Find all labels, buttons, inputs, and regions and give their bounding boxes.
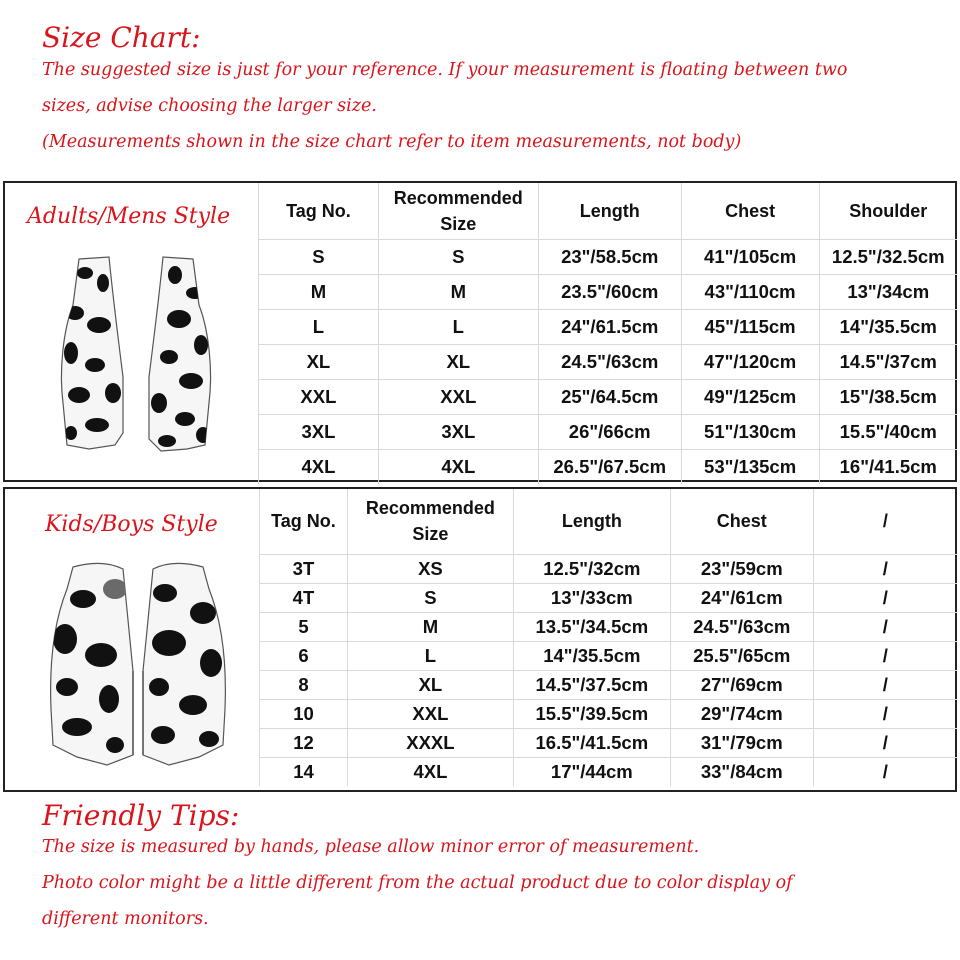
- length-cell: 13"/33cm: [513, 583, 670, 612]
- empty-cell: /: [813, 757, 957, 786]
- tag-cell: L: [259, 309, 379, 344]
- table-row: [260, 641, 958, 670]
- chest-cell: 24.5"/63cm: [670, 612, 813, 641]
- table-row: [260, 554, 958, 583]
- size-cell: S: [347, 583, 513, 612]
- empty-cell: /: [813, 612, 957, 641]
- length-cell: 23.5"/60cm: [538, 274, 681, 309]
- size-cell: XL: [378, 344, 538, 379]
- table-row: [260, 583, 958, 612]
- table-row: [259, 379, 958, 414]
- header-text: Size: [412, 524, 449, 545]
- length-cell: 23"/58.5cm: [538, 239, 681, 274]
- length-cell: 15.5"/39.5cm: [513, 699, 670, 728]
- size-cell: 3XL: [378, 414, 538, 449]
- empty-cell: /: [813, 670, 957, 699]
- col-header-tag-no: Tag No.: [260, 489, 348, 554]
- shoulder-cell: 16"/41.5cm: [819, 449, 957, 484]
- length-cell: 14"/35.5cm: [513, 641, 670, 670]
- tag-cell: 4T: [260, 583, 348, 612]
- length-cell: 16.5"/41.5cm: [513, 728, 670, 757]
- tag-cell: M: [259, 274, 379, 309]
- tips-line-3: different monitors.: [42, 909, 209, 929]
- chest-cell: 29"/74cm: [670, 699, 813, 728]
- length-cell: 26"/66cm: [538, 414, 681, 449]
- tag-cell: 6: [260, 641, 348, 670]
- tag-cell: XXL: [259, 379, 379, 414]
- table-row: [259, 239, 958, 274]
- chest-cell: 31"/79cm: [670, 728, 813, 757]
- chest-cell: 47"/120cm: [681, 344, 819, 379]
- table-row: [260, 670, 958, 699]
- length-cell: 13.5"/34.5cm: [513, 612, 670, 641]
- shoulder-cell: 12.5"/32.5cm: [819, 239, 957, 274]
- table-row: [260, 757, 958, 786]
- chest-cell: 33"/84cm: [670, 757, 813, 786]
- friendly-tips-title: Friendly Tips:: [42, 799, 240, 832]
- tips-line-2: Photo color might be a little different from the actual product due to color display of: [42, 873, 793, 893]
- table-header-row: [260, 489, 958, 554]
- table-row: [259, 309, 958, 344]
- tag-cell: 8: [260, 670, 348, 699]
- col-header-tag-no: Tag No.: [259, 183, 379, 239]
- table-row: [260, 728, 958, 757]
- table-row: [259, 414, 958, 449]
- chest-cell: 24"/61cm: [670, 583, 813, 612]
- size-cell: XXL: [378, 379, 538, 414]
- chest-cell: 51"/130cm: [681, 414, 819, 449]
- empty-cell: /: [813, 728, 957, 757]
- size-cell: XL: [347, 670, 513, 699]
- tag-cell: 3XL: [259, 414, 379, 449]
- table-row: [260, 612, 958, 641]
- cow-print-vest-kids-icon: [43, 559, 233, 779]
- length-cell: 12.5"/32cm: [513, 554, 670, 583]
- header-text: Recommended: [365, 498, 495, 519]
- chest-cell: 41"/105cm: [681, 239, 819, 274]
- chest-cell: 53"/135cm: [681, 449, 819, 484]
- shoulder-cell: 13"/34cm: [819, 274, 957, 309]
- size-cell: XXXL: [347, 728, 513, 757]
- tag-cell: 5: [260, 612, 348, 641]
- size-chart-title: Size Chart:: [42, 21, 201, 54]
- header-text: Recommended: [393, 187, 523, 208]
- chest-cell: 43"/110cm: [681, 274, 819, 309]
- col-header-chest: Chest: [681, 183, 819, 239]
- empty-cell: /: [813, 699, 957, 728]
- size-cell: XS: [347, 554, 513, 583]
- col-header-length: Length: [513, 489, 670, 554]
- kids-size-table: [259, 489, 957, 786]
- shoulder-cell: 15"/38.5cm: [819, 379, 957, 414]
- kids-size-section: [3, 487, 957, 792]
- chest-cell: 49"/125cm: [681, 379, 819, 414]
- shoulder-cell: 14.5"/37cm: [819, 344, 957, 379]
- reference-note-line-3: (Measurements shown in the size chart refer to item measurements, not body): [42, 132, 742, 152]
- col-header-recommended-size: [378, 183, 538, 239]
- col-header-length: Length: [538, 183, 681, 239]
- size-cell: M: [347, 612, 513, 641]
- empty-cell: /: [813, 554, 957, 583]
- size-cell: 4XL: [347, 757, 513, 786]
- tag-cell: S: [259, 239, 379, 274]
- col-header-shoulder: Shoulder: [819, 183, 957, 239]
- chest-cell: 23"/59cm: [670, 554, 813, 583]
- col-header-chest: Chest: [670, 489, 813, 554]
- adult-style-label: Adults/Mens Style: [27, 204, 231, 229]
- tips-line-1: The size is measured by hands, please allow minor error of measurement.: [42, 837, 700, 857]
- table-row: [259, 344, 958, 379]
- tag-cell: 10: [260, 699, 348, 728]
- reference-note-line-1: The suggested size is just for your reference. If your measurement is floating between two: [42, 60, 848, 80]
- table-row: [260, 699, 958, 728]
- chest-cell: 27"/69cm: [670, 670, 813, 699]
- adult-size-section: [3, 181, 957, 482]
- size-cell: XXL: [347, 699, 513, 728]
- empty-cell: /: [813, 641, 957, 670]
- tag-cell: 3T: [260, 554, 348, 583]
- length-cell: 24.5"/63cm: [538, 344, 681, 379]
- size-cell: S: [378, 239, 538, 274]
- tag-cell: 4XL: [259, 449, 379, 484]
- size-cell: L: [378, 309, 538, 344]
- chest-cell: 45"/115cm: [681, 309, 819, 344]
- table-row: [259, 449, 958, 484]
- col-header-empty: /: [813, 489, 957, 554]
- kids-style-label: Kids/Boys Style: [45, 512, 218, 537]
- shoulder-cell: 15.5"/40cm: [819, 414, 957, 449]
- tag-cell: 14: [260, 757, 348, 786]
- size-cell: L: [347, 641, 513, 670]
- size-cell: 4XL: [378, 449, 538, 484]
- shoulder-cell: 14"/35.5cm: [819, 309, 957, 344]
- tag-cell: XL: [259, 344, 379, 379]
- table-row: [259, 274, 958, 309]
- length-cell: 26.5"/67.5cm: [538, 449, 681, 484]
- length-cell: 25"/64.5cm: [538, 379, 681, 414]
- length-cell: 17"/44cm: [513, 757, 670, 786]
- table-header-row: [259, 183, 958, 239]
- length-cell: 14.5"/37.5cm: [513, 670, 670, 699]
- cow-print-vest-adult-icon: [57, 253, 215, 463]
- empty-cell: /: [813, 583, 957, 612]
- col-header-recommended-size: [347, 489, 513, 554]
- reference-note-line-2: sizes, advise choosing the larger size.: [42, 96, 377, 116]
- chest-cell: 25.5"/65cm: [670, 641, 813, 670]
- size-cell: M: [378, 274, 538, 309]
- header-text: Size: [440, 213, 477, 234]
- tag-cell: 12: [260, 728, 348, 757]
- adult-size-table: [258, 183, 957, 484]
- length-cell: 24"/61.5cm: [538, 309, 681, 344]
